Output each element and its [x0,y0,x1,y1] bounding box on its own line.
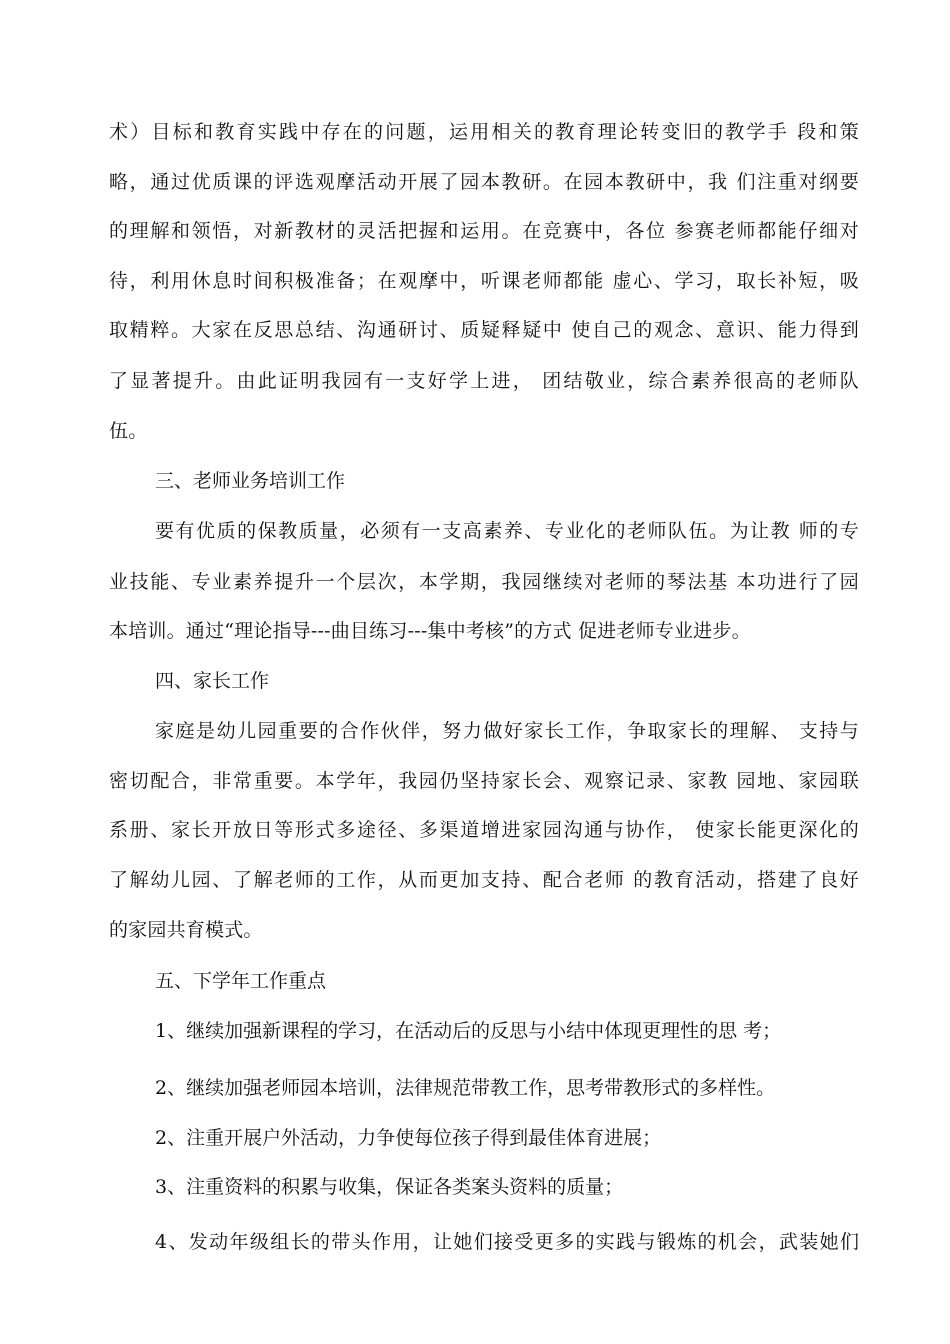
paragraph-2-line-2: 业技能、专业素养提升一个层次，本学期，我园继续对老师的琴法基 本功进行了园 [109,571,859,593]
paragraph-3-line-4: 了解幼儿园、了解老师的工作，从而更加支持、配合老师 的教育活动，搭建了良好 [109,869,859,891]
paragraph-3-line-5: 的家园共育模式。 [109,919,263,941]
paragraph-3-line-2: 密切配合，非常重要。本学年，我园仍坚持家长会、观察记录、家教 园地、家园联 [109,770,859,792]
paragraph-1-line-1: 术）目标和教育实践中存在的问题，运用相关的教育理论转变旧的教学手 段和策 [109,121,859,143]
paragraph-1-line-3: 的理解和领悟，对新教材的灵活把握和运用。在竞赛中，各位 参赛老师都能仔细对 [109,220,859,242]
paragraph-1-line-5: 取精粹。大家在反思总结、沟通研讨、质疑释疑中 使自己的观念、意识、能力得到 [109,319,859,341]
priority-item-5: 4、发动年级组长的带头作用，让她们接受更多的实践与锻炼的机会，武装她们 [155,1231,859,1253]
paragraph-1-line-6: 了显著提升。由此证明我园有一支好学上进， 团结敬业，综合素养很高的老师队 [109,370,859,392]
priority-item-1: 1、继续加强新课程的学习，在活动后的反思与小结中体现更理性的思 考； [155,1020,782,1042]
paragraph-3-line-3: 系册、家长开放日等形式多途径、多渠道增进家园沟通与协作， 使家长能更深化的 [109,819,859,841]
priority-item-3: 2、注重开展户外活动，力争使每位孩子得到最佳体育进展； [155,1127,662,1149]
section-heading-5: 五、下学年工作重点 [155,970,327,992]
priority-item-2: 2、继续加强老师园本培训，法律规范带教工作，思考带教形式的多样性。 [155,1077,776,1099]
paragraph-3-line-1: 家庭是幼儿园重要的合作伙伴，努力做好家长工作，争取家长的理解、 支持与 [155,720,859,742]
paragraph-1-line-7: 伍。 [109,420,148,442]
paragraph-1-line-2: 略，通过优质课的评选观摩活动开展了园本教研。在园本教研中，我 们注重对纲要 [109,171,859,193]
section-heading-4: 四、家长工作 [155,670,270,692]
paragraph-1-line-4: 待，利用休息时间积极准备；在观摩中，听课老师都能 虚心、学习，取长补短，吸 [109,270,859,292]
priority-item-4: 3、注重资料的积累与收集，保证各类案头资料的质量； [155,1176,624,1198]
section-heading-3: 三、老师业务培训工作 [155,470,346,492]
paragraph-2-line-1: 要有优质的保教质量，必须有一支高素养、专业化的老师队伍。为让教 师的专 [155,520,859,542]
paragraph-2-line-3: 本培训。通过“理论指导---曲目练习---集中考核”的方式 促进老师专业进步。 [109,620,751,642]
